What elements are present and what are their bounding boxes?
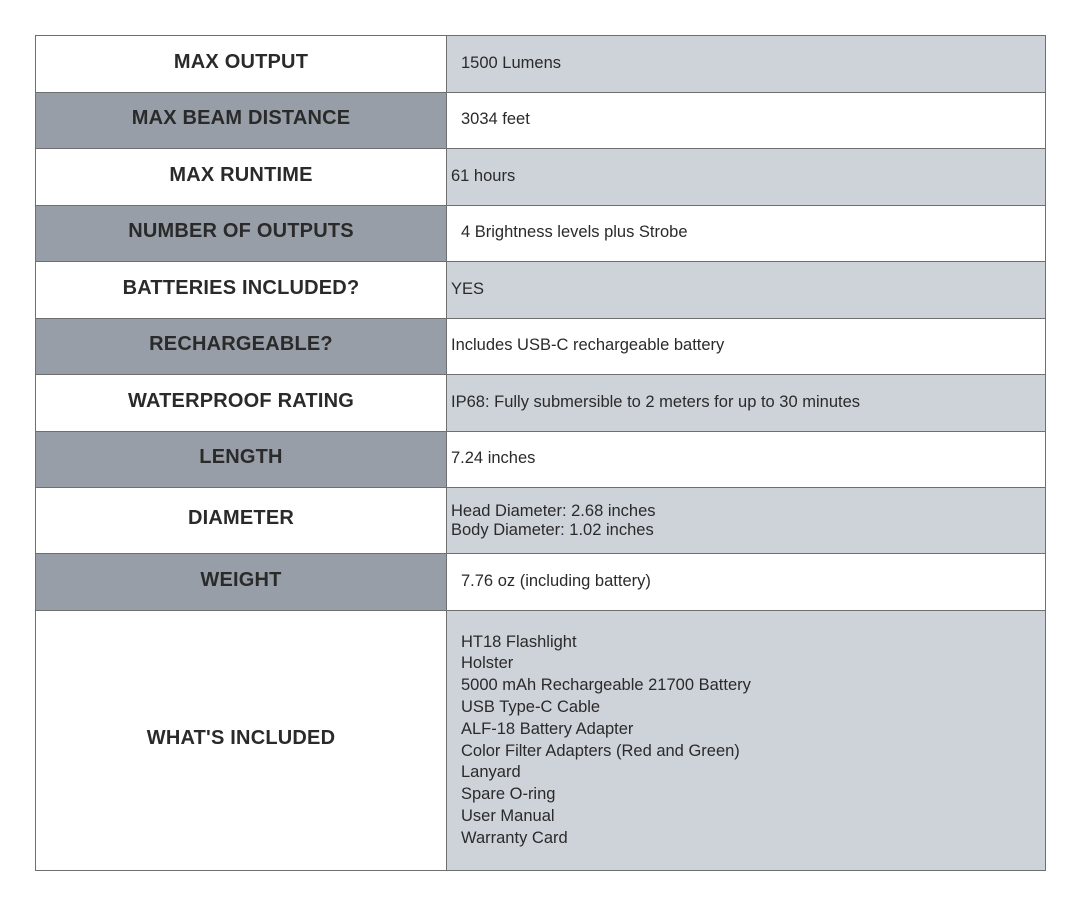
spec-value: 3034 feet [447,93,1046,149]
spec-row-weight [36,554,1046,611]
spec-value [447,611,1046,871]
spec-table [35,35,1046,871]
spec-value: 61 hours [447,149,1046,206]
spec-value: IP68: Fully submersible to 2 meters for up to 30 minutes [447,375,1046,432]
spec-value [447,488,1046,554]
spec-row-max-output [36,36,1046,93]
included-item: Holster [461,654,514,673]
spec-value: Includes USB-C rechargeable battery [447,319,1046,375]
included-item: Color Filter Adapters (Red and Green) [461,741,740,760]
spec-row-max-beam-distance [36,93,1046,149]
included-item: Spare O-ring [461,785,556,804]
spec-value-line: Body Diameter: 1.02 inches [451,520,654,539]
spec-value: 1500 Lumens [447,36,1046,93]
spec-value: 7.24 inches [447,432,1046,488]
spec-row-rechargeable [36,319,1046,375]
spec-label: WHAT'S INCLUDED [36,611,447,871]
included-item: 5000 mAh Rechargeable 21700 Battery [461,676,751,695]
spec-row-whats-included [36,611,1046,871]
included-item: Lanyard [461,763,521,782]
spec-label: MAX RUNTIME [36,149,447,206]
spec-value: 7.76 oz (including battery) [447,554,1046,611]
spec-value: YES [447,262,1046,319]
spec-row-waterproof-rating [36,375,1046,432]
spec-label: BATTERIES INCLUDED? [36,262,447,319]
spec-label: NUMBER OF OUTPUTS [36,206,447,262]
spec-label: MAX BEAM DISTANCE [36,93,447,149]
included-item: User Manual [461,806,555,825]
spec-row-length [36,432,1046,488]
spec-label: LENGTH [36,432,447,488]
included-item: USB Type-C Cable [461,697,601,716]
spec-row-batteries-included [36,262,1046,319]
included-item: HT18 Flashlight [461,632,577,651]
spec-label: RECHARGEABLE? [36,319,447,375]
spec-label: MAX OUTPUT [36,36,447,93]
spec-label: DIAMETER [36,488,447,554]
included-item: Warranty Card [461,828,568,847]
spec-label: WATERPROOF RATING [36,375,447,432]
spec-row-number-of-outputs [36,206,1046,262]
spec-row-max-runtime [36,149,1046,206]
spec-value-line: Head Diameter: 2.68 inches [451,501,656,520]
spec-row-diameter [36,488,1046,554]
spec-label: WEIGHT [36,554,447,611]
included-item: ALF-18 Battery Adapter [461,719,634,738]
spec-value: 4 Brightness levels plus Strobe [447,206,1046,262]
